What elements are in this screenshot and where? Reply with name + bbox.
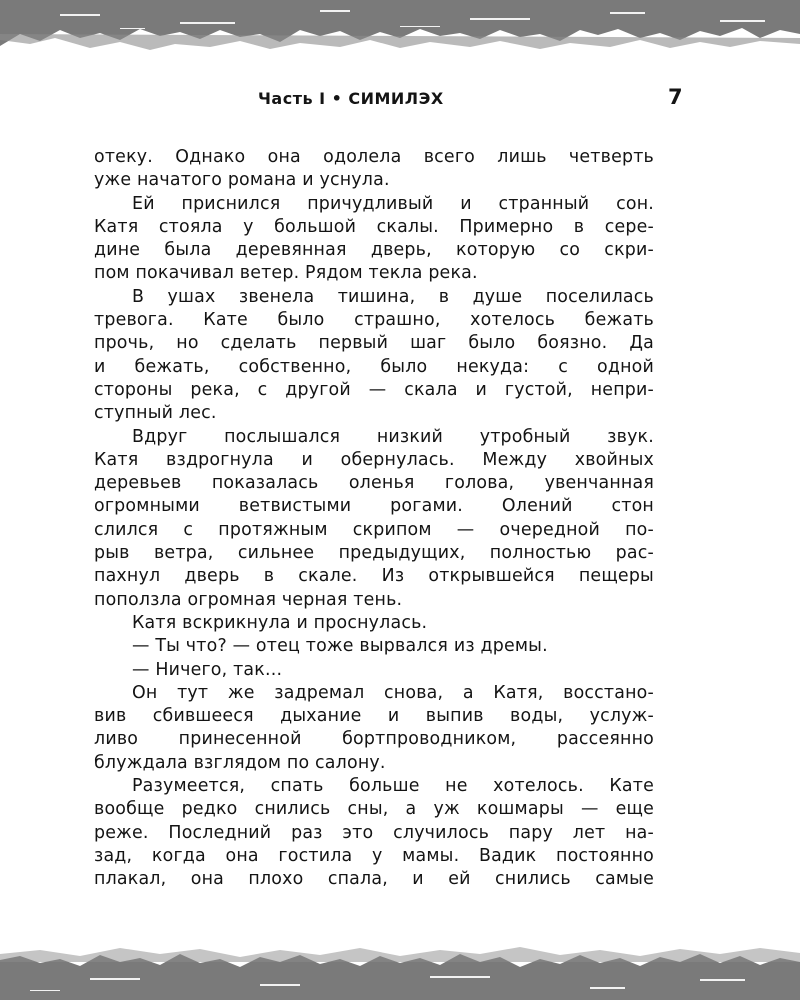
text-line: блуждала взглядом по салону.	[94, 752, 386, 773]
body-text	[94, 146, 654, 892]
text-line: слился с протяжным скрипом — очередной по-	[94, 519, 654, 540]
text-line: — Ты что? — отец тоже вырвался из дремы.	[132, 636, 548, 657]
text-line: Разумеется, спать больше не хотелось. Кате	[132, 776, 654, 797]
bottom-grunge-band	[0, 932, 800, 1000]
text-line: Катя вскрикнула и проснулась.	[132, 612, 428, 633]
text-line: — Ничего, так...	[132, 659, 283, 680]
separator-dot: •	[331, 89, 343, 108]
text-line: отеку. Однако она одолела всего лишь четверть	[94, 147, 654, 167]
text-line: вообще редко снились сны, а уж кошмары — еще	[94, 799, 654, 820]
text-line: поползла огромная черная тень.	[94, 589, 403, 610]
page-number: 7	[668, 85, 683, 109]
text-line: огромными ветвистыми рогами. Олений стон	[94, 496, 654, 517]
text-line: дине была деревянная дверь, которую со скри-	[94, 240, 654, 261]
text-line: деревьев показалась оленья голова, увенчанная	[94, 473, 654, 494]
text-line: плакал, она плохо спала, и ей снились самые	[94, 869, 654, 890]
text-line: рыв ветра, сильнее предыдущих, полностью рас-	[94, 543, 654, 564]
text-line: ступный лес.	[94, 403, 217, 424]
text-line: Катя вздрогнула и обернулась. Между хвойных	[94, 449, 654, 470]
top-grunge-band	[0, 0, 800, 72]
text-line: В ушах звенела тишина, в душе поселилась	[132, 286, 654, 307]
text-line: прочь, но сделать первый шаг было боязно. Да	[94, 333, 654, 354]
text-line: Он тут же задремал снова, а Катя, восстано-	[132, 682, 654, 703]
text-line: вив сбившееся дыхание и выпив воды, услуж-	[94, 706, 654, 727]
running-head	[258, 86, 444, 112]
text-line: Вдруг послышался низкий утробный звук.	[132, 426, 654, 447]
section-title: СИМИЛЭХ	[348, 89, 444, 108]
part-label: Часть I	[258, 89, 326, 108]
text-line: Ей приснился причудливый и странный сон.	[132, 193, 654, 214]
text-line: и бежать, собственно, было некуда: с одной	[94, 356, 654, 377]
text-line: тревога. Кате было страшно, хотелось бежать	[94, 310, 654, 331]
text-line: стороны река, с другой — скала и густой, непри-	[94, 379, 654, 400]
text-line: ливо принесенной бортпроводником, рассеянно	[94, 729, 654, 750]
text-line: уже начатого романа и уснула.	[94, 170, 390, 191]
text-line: пахнул дверь в скале. Из открывшейся пещеры	[94, 566, 654, 587]
text-line: Катя стояла у большой скалы. Примерно в сере-	[94, 216, 654, 237]
text-line: зад, когда она гостила у мамы. Вадик постоянно	[94, 845, 654, 866]
text-line: пом покачивал ветер. Рядом текла река.	[94, 263, 478, 284]
text-line: реже. Последний раз это случилось пару лет на-	[94, 822, 654, 843]
